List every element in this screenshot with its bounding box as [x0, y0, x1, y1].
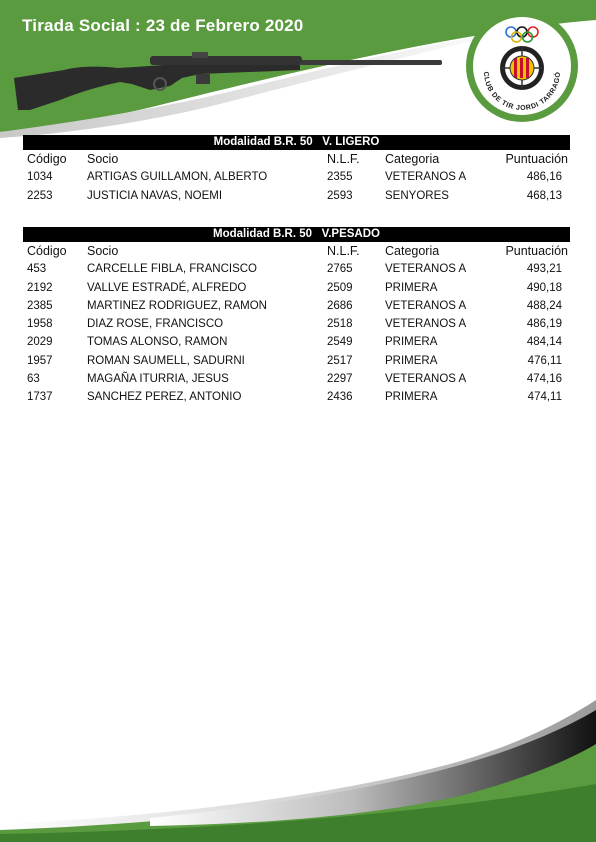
cell-socio: SANCHEZ PEREZ, ANTONIO [87, 391, 242, 404]
cell-codigo: 1957 [27, 354, 53, 367]
table-row [23, 168, 570, 186]
column-header-puntuacion: Puntuación [505, 152, 568, 166]
table-row [23, 370, 570, 388]
cell-socio: CARCELLE FIBLA, FRANCISCO [87, 263, 257, 276]
cell-codigo: 1034 [27, 171, 53, 184]
table-row [23, 297, 570, 315]
cell-nlf: 2518 [327, 318, 353, 331]
cell-nlf: 2517 [327, 354, 353, 367]
cell-codigo: 1958 [27, 318, 53, 331]
cell-socio: TOMAS ALONSO, RAMON [87, 336, 228, 349]
column-header-socio: Socio [87, 244, 119, 258]
table-row [23, 260, 570, 278]
cell-socio: DIAZ ROSE, FRANCISCO [87, 318, 224, 331]
cell-nlf: 2436 [327, 391, 353, 404]
table-row [23, 279, 570, 297]
column-header-codigo: Código [27, 244, 67, 258]
cell-codigo: 63 [27, 373, 40, 386]
cell-categoria: VETERANOS A [385, 263, 467, 276]
page-title: Tirada Social : 23 de Febrero 2020 [22, 16, 304, 35]
footer-banner [0, 700, 596, 842]
table-row [23, 333, 570, 351]
cell-categoria: SENYORES [385, 189, 449, 202]
cell-categoria: PRIMERA [385, 336, 438, 349]
cell-nlf: 2509 [327, 281, 353, 294]
column-header-socio: Socio [87, 152, 119, 166]
cell-socio: ARTIGAS GUILLAMON, ALBERTO [87, 171, 268, 184]
results-table-pesado [23, 227, 570, 407]
svg-text:CLUB DE TIR JORDI TARRAGÓ: CLUB DE TIR JORDI TARRAGÓ [481, 71, 563, 113]
table-row [23, 315, 570, 333]
cell-puntuacion: 476,11 [527, 354, 562, 367]
club-logo [464, 8, 580, 124]
cell-puntuacion: 486,19 [526, 318, 562, 331]
table-title: Modalidad B.R. 50 V.PESADO [23, 227, 570, 242]
cell-puntuacion: 474,11 [527, 391, 562, 404]
cell-categoria: PRIMERA [385, 354, 438, 367]
table-title: Modalidad B.R. 50 V. LIGERO [23, 135, 570, 150]
column-header-categoria: Categoria [385, 244, 440, 258]
cell-categoria: VETERANOS A [385, 318, 467, 331]
cell-categoria: VETERANOS A [385, 171, 467, 184]
cell-puntuacion: 468,13 [526, 189, 562, 202]
cell-codigo: 2253 [27, 189, 53, 202]
cell-codigo: 2385 [27, 299, 53, 312]
table-header-row [23, 150, 570, 168]
table-header-row [23, 242, 570, 260]
cell-socio: MAGAÑA ITURRIA, JESUS [87, 373, 229, 386]
cell-nlf: 2297 [327, 373, 353, 386]
cell-categoria: PRIMERA [385, 281, 438, 294]
cell-codigo: 2192 [27, 281, 53, 294]
cell-puntuacion: 484,14 [526, 336, 562, 349]
cell-categoria: VETERANOS A [385, 373, 467, 386]
cell-categoria: VETERANOS A [385, 299, 467, 312]
cell-codigo: 1737 [27, 391, 53, 404]
cell-puntuacion: 488,24 [526, 299, 562, 312]
cell-nlf: 2765 [327, 263, 353, 276]
column-header-puntuacion: Puntuación [505, 244, 568, 258]
cell-codigo: 2029 [27, 336, 53, 349]
cell-nlf: 2686 [327, 299, 353, 312]
table-row [23, 388, 570, 406]
cell-codigo: 453 [27, 263, 47, 276]
column-header-nlf: N.L.F. [327, 244, 360, 258]
cell-puntuacion: 486,16 [526, 171, 562, 184]
cell-puntuacion: 493,21 [526, 263, 562, 276]
cell-puntuacion: 490,18 [526, 281, 562, 294]
cell-nlf: 2593 [327, 189, 353, 202]
cell-puntuacion: 474,16 [526, 373, 562, 386]
column-header-codigo: Código [27, 152, 67, 166]
cell-nlf: 2549 [327, 336, 353, 349]
results-table-ligero [23, 135, 570, 205]
cell-socio: ROMAN SAUMELL, SADURNI [87, 354, 245, 367]
table-row [23, 352, 570, 370]
column-header-nlf: N.L.F. [327, 152, 360, 166]
cell-socio: VALLVE ESTRADÉ, ALFREDO [87, 281, 247, 294]
table-row [23, 187, 570, 205]
cell-categoria: PRIMERA [385, 391, 438, 404]
cell-socio: MARTINEZ RODRIGUEZ, RAMON [87, 299, 267, 312]
column-header-categoria: Categoria [385, 152, 440, 166]
cell-nlf: 2355 [327, 171, 353, 184]
cell-socio: JUSTICIA NAVAS, NOEMI [87, 189, 223, 202]
